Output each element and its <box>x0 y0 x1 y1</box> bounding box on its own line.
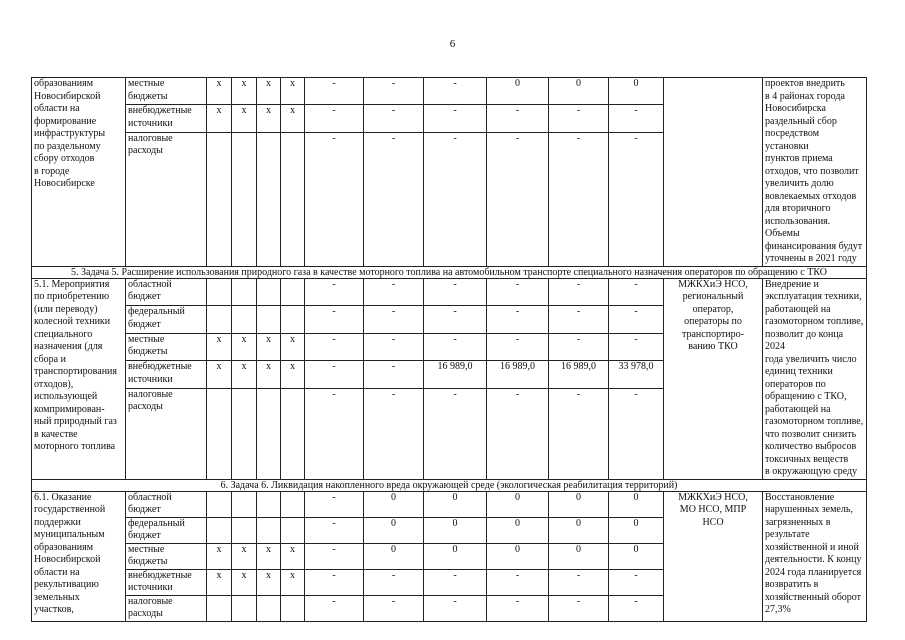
code-cell: х <box>207 361 232 389</box>
program-table <box>31 77 867 622</box>
code-cell <box>281 388 305 479</box>
text-line: области на <box>34 103 80 114</box>
text-line: земельных <box>34 591 80 603</box>
value-cell: - <box>305 278 364 306</box>
text-line: операторы по <box>684 316 742 327</box>
text-line: что позволит снизить <box>765 428 857 440</box>
value-cell: - <box>609 105 664 132</box>
value-cell: 0 <box>609 491 664 517</box>
text-line: по раздельному <box>34 140 101 152</box>
value-cell: - <box>609 569 664 595</box>
section-header: 5. Задача 5. Расширение использования природного газа в качестве моторного топлива на автомобильном транспорте специального назначения операторов по обращению с ТКО <box>32 266 867 278</box>
value-cell: - <box>609 595 664 621</box>
text-line: по приобретению <box>34 291 110 302</box>
funding-source: областной бюджет <box>126 491 207 517</box>
text-line: нарушенных земель, <box>765 504 853 515</box>
text-line: Новосибирска <box>765 103 826 114</box>
code-cell <box>281 595 305 621</box>
value-cell: - <box>305 595 364 621</box>
text-line: в городе <box>34 165 70 177</box>
text-line: проектов внедрить <box>765 78 845 89</box>
code-cell: х <box>257 361 281 389</box>
value-cell: - <box>364 388 424 479</box>
table-row <box>32 491 867 517</box>
executor <box>664 491 763 621</box>
text-line: сбору отходов <box>34 153 95 164</box>
measure-name <box>32 278 126 479</box>
value-cell: - <box>487 569 549 595</box>
text-line: в окружающую среду <box>765 466 858 477</box>
value-cell: - <box>424 278 487 306</box>
expected-result <box>763 278 867 479</box>
text-line: использующей <box>34 391 98 402</box>
value-cell: 16 989,0 <box>487 361 549 389</box>
value-cell: 0 <box>549 517 609 543</box>
executor <box>664 278 763 479</box>
funding-source: внебюджетные источники <box>126 569 207 595</box>
code-cell <box>257 491 281 517</box>
text-line: единиц техники <box>765 366 833 377</box>
value-cell: - <box>487 388 549 479</box>
text-line: Восстановление <box>765 491 835 503</box>
value-cell: - <box>364 306 424 334</box>
text-line: сбора и <box>34 353 66 365</box>
code-cell <box>232 517 257 543</box>
code-cell: х <box>257 543 281 569</box>
text-line: поддержки <box>34 516 81 528</box>
code-cell: х <box>281 78 305 105</box>
code-cell: х <box>281 543 305 569</box>
value-cell: - <box>364 132 424 266</box>
value-cell: - <box>364 569 424 595</box>
text-line: 27,3% <box>765 604 791 615</box>
text-line: моторного топлива <box>34 441 116 452</box>
section-header-row <box>32 266 867 278</box>
code-cell <box>207 132 232 266</box>
code-cell <box>281 306 305 334</box>
text-line: Внедрение и <box>765 278 819 290</box>
value-cell: - <box>305 105 364 132</box>
value-cell: - <box>487 278 549 306</box>
text-line: колесной техники <box>34 316 111 327</box>
funding-source: налоговые расходы <box>126 595 207 621</box>
code-cell: х <box>207 333 232 361</box>
value-cell: - <box>424 595 487 621</box>
code-cell: х <box>232 361 257 389</box>
value-cell: - <box>549 278 609 306</box>
funding-source: федеральный бюджет <box>126 306 207 334</box>
value-cell: - <box>549 306 609 334</box>
code-cell: х <box>207 569 232 595</box>
text-line: Новосибирской <box>34 90 101 102</box>
text-line: назначения (для <box>34 341 103 352</box>
value-cell: - <box>609 333 664 361</box>
value-cell: - <box>364 105 424 132</box>
expected-result <box>763 78 867 267</box>
code-cell <box>257 132 281 266</box>
value-cell: 16 989,0 <box>424 361 487 389</box>
text-line: области на <box>34 566 80 578</box>
value-cell: - <box>364 78 424 105</box>
text-line: участков, <box>34 604 74 615</box>
value-cell: - <box>305 491 364 517</box>
table-row <box>32 278 867 306</box>
text-line: эксплуатация техники, <box>765 291 862 302</box>
text-line: токсичных веществ <box>765 453 849 465</box>
text-line: загрязненных в <box>765 516 831 528</box>
value-cell: 0 <box>487 491 549 517</box>
value-cell: - <box>424 569 487 595</box>
value-cell: 0 <box>609 517 664 543</box>
code-cell: х <box>207 78 232 105</box>
text-line: специального <box>34 328 93 340</box>
value-cell: 0 <box>549 543 609 569</box>
code-cell <box>281 132 305 266</box>
value-cell: - <box>549 388 609 479</box>
value-cell: - <box>609 306 664 334</box>
value-cell: 0 <box>609 78 664 105</box>
value-cell: - <box>609 132 664 266</box>
text-line: формирование <box>34 115 97 127</box>
value-cell: - <box>364 333 424 361</box>
value-cell: - <box>424 388 487 479</box>
value-cell: 0 <box>424 491 487 517</box>
value-cell: - <box>305 388 364 479</box>
text-line: позволит до конца 2024 <box>765 328 844 352</box>
value-cell: - <box>487 595 549 621</box>
value-cell: - <box>305 517 364 543</box>
text-line: оператор, <box>692 303 734 315</box>
value-cell: 0 <box>364 517 424 543</box>
value-cell: 0 <box>549 78 609 105</box>
code-cell <box>207 595 232 621</box>
text-line: работающей на <box>765 303 831 315</box>
code-cell: х <box>281 569 305 595</box>
text-line: ный природный газ <box>34 416 117 427</box>
text-line: 6.1. Оказание <box>34 491 92 503</box>
expected-result <box>763 491 867 621</box>
text-line: региональный <box>682 291 744 302</box>
funding-source: местные бюджеты <box>126 333 207 361</box>
section-header-row <box>32 479 867 491</box>
value-cell: 0 <box>424 543 487 569</box>
measure-name <box>32 491 126 621</box>
text-line: посредством установки <box>765 128 820 152</box>
text-line: отходов), <box>34 378 74 390</box>
text-line: пунктов приема <box>765 153 833 164</box>
text-line: результате <box>765 529 810 540</box>
value-cell: 0 <box>364 491 424 517</box>
funding-source: налоговые расходы <box>126 132 207 266</box>
code-cell <box>281 517 305 543</box>
text-line: 5.1. Мероприятия <box>34 278 110 290</box>
text-line: (или переводу) <box>34 303 98 315</box>
value-cell: - <box>549 333 609 361</box>
text-line: Объемы <box>765 228 800 239</box>
value-cell: - <box>305 132 364 266</box>
code-cell: х <box>281 333 305 361</box>
code-cell <box>281 491 305 517</box>
text-line: МЖКХиЭ НСО, <box>678 278 748 290</box>
text-line: в 4 районах города <box>765 90 845 102</box>
value-cell: - <box>549 595 609 621</box>
code-cell <box>232 491 257 517</box>
value-cell: - <box>487 132 549 266</box>
value-cell: 0 <box>487 543 549 569</box>
text-line: возвратить в <box>765 579 819 590</box>
text-line: деятельности. К концу <box>765 554 862 565</box>
value-cell: - <box>305 361 364 389</box>
code-cell <box>232 306 257 334</box>
value-cell: - <box>609 388 664 479</box>
text-line: 2024 года планируется <box>765 566 862 578</box>
code-cell: х <box>257 105 281 132</box>
code-cell: х <box>232 569 257 595</box>
value-cell: - <box>424 78 487 105</box>
text-line: обращению с ТКО, <box>765 391 847 402</box>
code-cell <box>257 388 281 479</box>
value-cell: - <box>424 306 487 334</box>
value-cell: - <box>364 595 424 621</box>
code-cell <box>257 517 281 543</box>
funding-source: местные бюджеты <box>126 543 207 569</box>
page-number: 6 <box>449 38 456 50</box>
code-cell <box>232 132 257 266</box>
value-cell: - <box>305 569 364 595</box>
value-cell: 0 <box>609 543 664 569</box>
value-cell: - <box>305 333 364 361</box>
text-line: государственной <box>34 504 106 515</box>
text-line: для вторичного <box>765 203 831 214</box>
code-cell: х <box>257 569 281 595</box>
text-line: финансирования будут <box>765 240 863 252</box>
value-cell: - <box>424 105 487 132</box>
value-cell: - <box>305 306 364 334</box>
value-cell: - <box>487 105 549 132</box>
executor <box>664 78 763 267</box>
code-cell: х <box>281 105 305 132</box>
code-cell: х <box>207 105 232 132</box>
text-line: транспортиро- <box>682 328 744 340</box>
text-line: количество выбросов <box>765 441 857 452</box>
text-line: газомоторном топливе, <box>765 416 864 427</box>
value-cell: - <box>364 278 424 306</box>
text-line: МЖКХиЭ НСО, <box>678 491 748 503</box>
text-line: работающей на <box>765 403 831 415</box>
code-cell <box>257 278 281 306</box>
code-cell: х <box>257 333 281 361</box>
code-cell <box>281 278 305 306</box>
text-line: образованиям <box>34 541 94 553</box>
text-line: инфраструктуры <box>34 128 106 139</box>
section-header: 6. Задача 6. Ликвидация накопленного вреда окружающей среде (экологическая реабилитация территорий) <box>32 479 867 491</box>
code-cell: х <box>281 361 305 389</box>
code-cell <box>207 388 232 479</box>
text-line: увеличить долю <box>765 178 834 189</box>
measure-name <box>32 78 126 267</box>
value-cell: - <box>487 333 549 361</box>
text-line: ванию ТКО <box>688 341 738 352</box>
text-line: Новосибирской <box>34 554 101 565</box>
code-cell: х <box>232 543 257 569</box>
value-cell: 0 <box>549 491 609 517</box>
value-cell: - <box>424 333 487 361</box>
value-cell: 0 <box>424 517 487 543</box>
text-line: муниципальным <box>34 529 105 540</box>
text-line: хозяйственной и иной <box>765 541 859 553</box>
value-cell: 16 989,0 <box>549 361 609 389</box>
code-cell: х <box>232 78 257 105</box>
value-cell: 0 <box>364 543 424 569</box>
funding-source: федеральный бюджет <box>126 517 207 543</box>
code-cell <box>232 278 257 306</box>
funding-source: внебюджетные источники <box>126 361 207 389</box>
value-cell: - <box>364 361 424 389</box>
value-cell: - <box>305 543 364 569</box>
code-cell <box>207 306 232 334</box>
code-cell <box>257 306 281 334</box>
value-cell: - <box>487 306 549 334</box>
code-cell <box>207 278 232 306</box>
text-line: раздельный сбор <box>765 115 837 127</box>
value-cell: 0 <box>487 78 549 105</box>
text-line: использования. <box>765 215 831 227</box>
code-cell <box>232 388 257 479</box>
value-cell: - <box>424 132 487 266</box>
value-cell: - <box>549 105 609 132</box>
text-line: отходов, что позволит <box>765 165 859 177</box>
code-cell: х <box>232 333 257 361</box>
text-line: вовлекаемых отходов <box>765 190 857 202</box>
text-line: транспортирования <box>34 366 117 377</box>
code-cell <box>207 491 232 517</box>
funding-source: внебюджетные источники <box>126 105 207 132</box>
code-cell <box>207 517 232 543</box>
text-line: хозяйственный оборот <box>765 591 862 603</box>
table-row <box>32 78 867 105</box>
code-cell: х <box>257 78 281 105</box>
text-line: газомоторном топливе, <box>765 316 864 327</box>
code-cell: х <box>207 543 232 569</box>
code-cell <box>257 595 281 621</box>
text-line: образованиям <box>34 78 94 89</box>
value-cell: - <box>609 278 664 306</box>
value-cell: - <box>305 78 364 105</box>
value-cell: - <box>549 569 609 595</box>
text-line: года увеличить число <box>765 353 857 365</box>
text-line: уточнены в 2021 году <box>765 253 857 264</box>
code-cell: х <box>232 105 257 132</box>
text-line: компримирован- <box>34 403 105 415</box>
value-cell: 33 978,0 <box>609 361 664 389</box>
code-cell <box>232 595 257 621</box>
text-line: рекультивацию <box>34 579 99 590</box>
text-line: МО НСО, МПР <box>679 504 747 515</box>
value-cell: - <box>549 132 609 266</box>
funding-source: налоговые расходы <box>126 388 207 479</box>
text-line: Новосибирске <box>34 178 95 189</box>
funding-source: местные бюджеты <box>126 78 207 105</box>
text-line: операторов по <box>765 378 826 390</box>
value-cell: 0 <box>487 517 549 543</box>
text-line: в качестве <box>34 428 78 440</box>
text-line: НСО <box>702 516 724 528</box>
funding-source: областной бюджет <box>126 278 207 306</box>
